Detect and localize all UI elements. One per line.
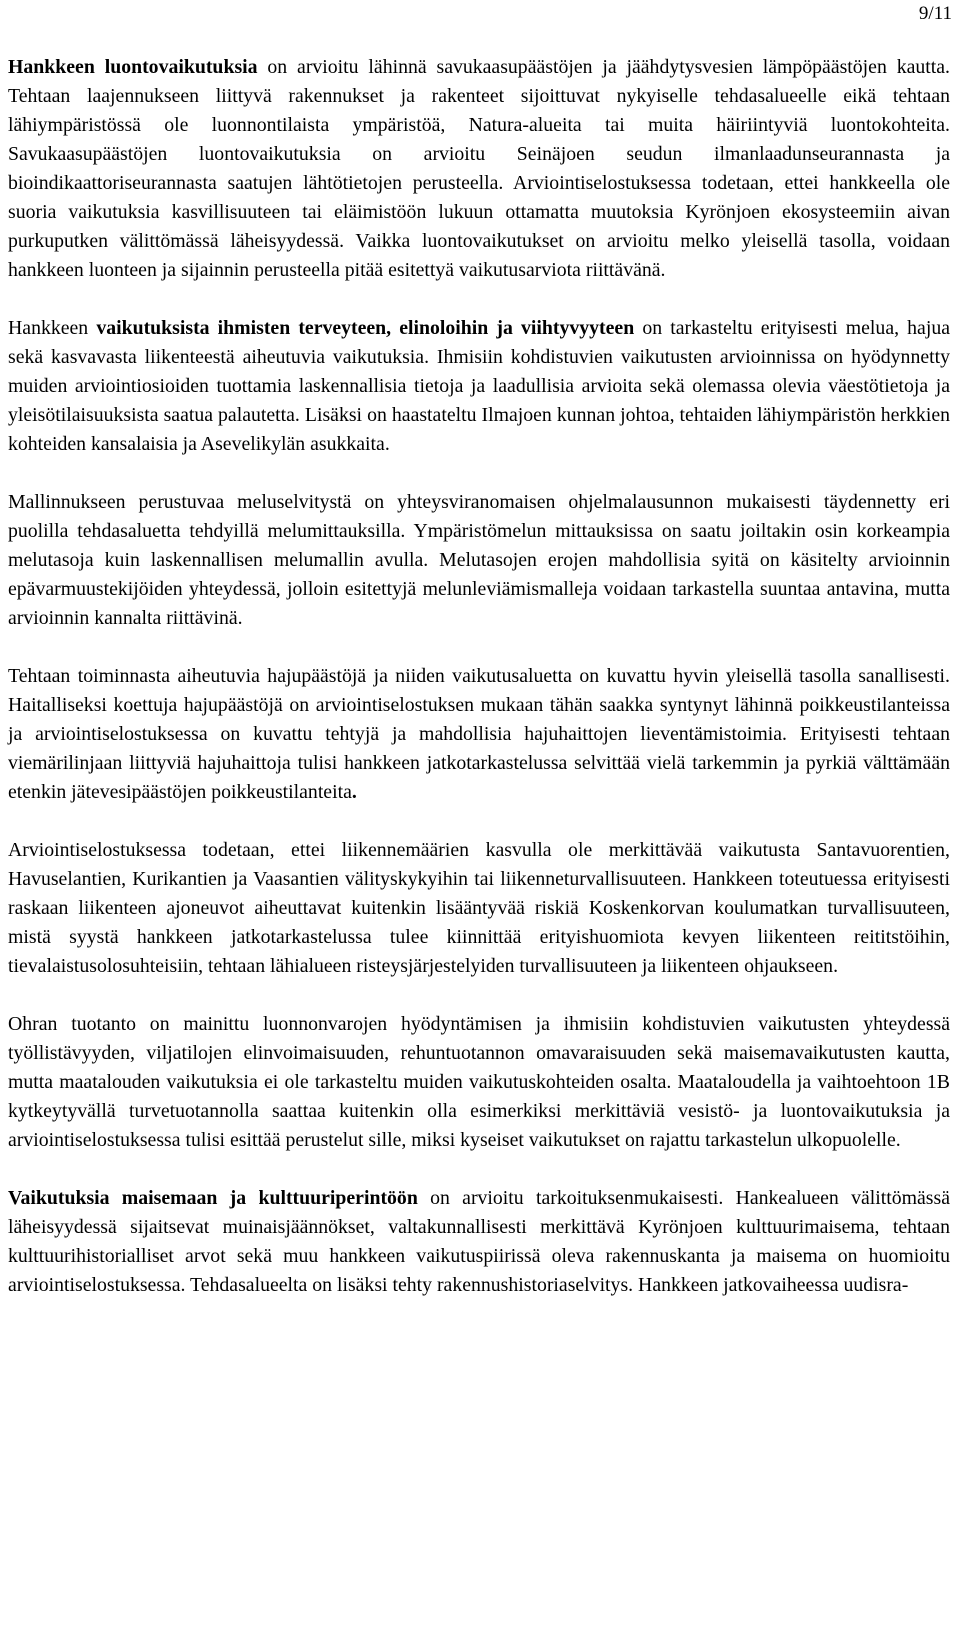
paragraph-odour	[8, 662, 950, 807]
bold-heading-nature-impacts: Hankkeen luontovaikutuksia	[8, 56, 258, 78]
paragraph-text: on tarkasteltu erityisesti melua, hajua sekä kasvavasta liikenteestä aiheutuvia vaikutuksia. Ihmisiin kohdistuvien vaikutusten arvioinnissa on hyödynnetty muiden arviointiosioiden tuottamia laskennallisia tietoja ja laadullisia arvioita sekä olemassa olevia väestötietoja ja yleisötilaisuuksista saatua palautetta. Lisäksi on haastateltu Ilmajoen kunnan johtoa, tehtaiden lähiympäristön herkkien kohteiden kansalaisia ja Asevelikylän asukkaita.	[8, 317, 950, 455]
page-number: 9/11	[918, 3, 952, 24]
paragraph-nature-impacts	[8, 53, 950, 285]
paragraph-text: Tehtaan toiminnasta aiheutuvia hajupäästöjä ja niiden vaikutusaluetta on kuvattu hyvin yleisellä tasolla sanallisesti. Haitalliseksi koettuja hajupäästöjä on arviointiselostuksen mukaan tähän saakka syntynyt lähinnä poikkeustilanteissa ja arviointiselostuksessa on kuvattu tehtyjä ja mahdollisia hajuhaittojen lieventämistoimia. Erityisesti tehtaan viemärilinjaan liittyviä hajuhaittoja tulisi hankkeen jatkotarkastelussa selvittää vielä tarkemmin ja pyrkiä välttämään etenkin jätevesipäästöjen poikkeustilanteita	[8, 665, 950, 803]
paragraph-text: on arvioitu lähinnä savukaasupäästöjen ja jäähdytysvesien lämpöpäästöjen kautta. Tehtaan laajennukseen liittyvä rakennukset ja rakenteet sijoittuvat nykyiselle tehdasalueelle eikä tehtaan lähiympäristössä ole luonnontilaista ympäristöä, Natura-alueita tai muita häiriintyviä luontokohteita. Savukaasupäästöjen luontovaikutuksia on arvioitu Seinäjoen seudun ilmanlaadunseurannasta ja bioindikaattoriseurannasta saatujen lähtötietojen perusteella. Arviointiselostuksessa todetaan, ettei hankkeella ole suoria vaikutuksia kasvillisuuteen tai eläimistöön lukuun ottamatta muutoksia Kyrönjoen ekosysteemiin aivan purkuputken välittömässä läheisyydessä. Vaikka luontovaikutukset on arvioitu melko yleisellä tasolla, voidaan hankkeen luonteen ja sijainnin perusteella pitää esitettyä vaikutusarviota riittävänä.	[8, 56, 950, 281]
paragraph-end-period: .	[351, 781, 357, 803]
paragraph-barley-production: Ohran tuotanto on mainittu luonnonvarojen hyödyntämisen ja ihmisiin kohdistuvien vaikutusten yhteydessä työllistävyyden, viljatilojen elinvoimaisuuden, rehuntuotannon omavaraisuuden sekä maisemavaikutusten kautta, mutta maatalouden vaikutuksia ei ole tarkasteltu muiden vaikutuskohteiden osalta. Maataloudella ja vaihtoehtoon 1B kytkeytyvällä turvetuotannolla saattaa kuitenkin olla esimerkiksi merkittäviä vesistö- ja luontovaikutuksia ja arviointiselostuksessa tulisi esittää perustelut sille, miksi kyseiset vaikutukset on rajattu tarkastelun ulkopuolelle.	[8, 1013, 950, 1151]
paragraph-noise: Mallinnukseen perustuvaa meluselvitystä on yhteysviranomaisen ohjelmalausunnon mukaisesti täydennetty eri puolilla tehdasaluetta tehdyillä melumittauksilla. Ympäristömelun mittauksissa on saatu joiltakin osin korkeampia melutasoja kuin laskennallisen melumallin avulla. Melutasojen erojen mahdollisia syitä on käsitelty arvioinnin epävarmuustekijöiden yhteydessä, jolloin esitettyjä melunleviämismalleja voidaan tarkastella suuntaa antavina, mutta arvioinnin kannalta riittävinä.	[8, 491, 950, 629]
paragraph-text: Hankkeen	[8, 317, 97, 339]
bold-heading-human-impacts: vaikutuksista ihmisten terveyteen, elinoloihin ja viihtyvyyteen	[96, 317, 635, 339]
bold-heading-landscape: Vaikutuksia maisemaan ja kulttuuriperintöön	[8, 1187, 418, 1209]
paragraph-traffic: Arviointiselostuksessa todetaan, ettei liikennemäärien kasvulla ole merkittävää vaikutusta Santavuorentien, Havuselantien, Kurikantien ja Vaasantien välityskykyihin tai liikenneturvallisuuteen. Hankkeen toteutuessa erityisesti raskaan liikenteen ajoneuvot aiheuttavat kuitenkin lisääntyvää riskiä Koskenkorvan koulumatkan turvallisuuteen, mistä syystä hankkeen jatkotarkastelussa tulee kiinnittää erityishuomiota kevyen liikenteen reititstöihin, tievalaistusolosuhteisiin, tehtaan lähialueen risteysjärjestelyiden turvallisuuteen ja liikenteen ohjaukseen.	[8, 839, 950, 977]
document-body	[8, 53, 950, 1300]
paragraph-landscape	[8, 1184, 950, 1300]
paragraph-human-impacts	[8, 314, 950, 459]
paragraph-text: on arvioitu tarkoituksenmukaisesti. Hankealueen välittömässä läheisyydessä sijaitsevat muinaisjäännökset, valtakunnallisesti merkittävä Kyrönjoen kulttuurimaisema, tehtaan kulttuurihistorialliset arvot sekä muu hankkeen vaikutuspiirissä oleva rakennuskanta ja maisema on huomioitu arviointiselostuksessa. Tehdasalueelta on lisäksi tehty rakennushistoriaselvitys. Hankkeen jatkovaiheessa uudisra-	[8, 1187, 950, 1296]
